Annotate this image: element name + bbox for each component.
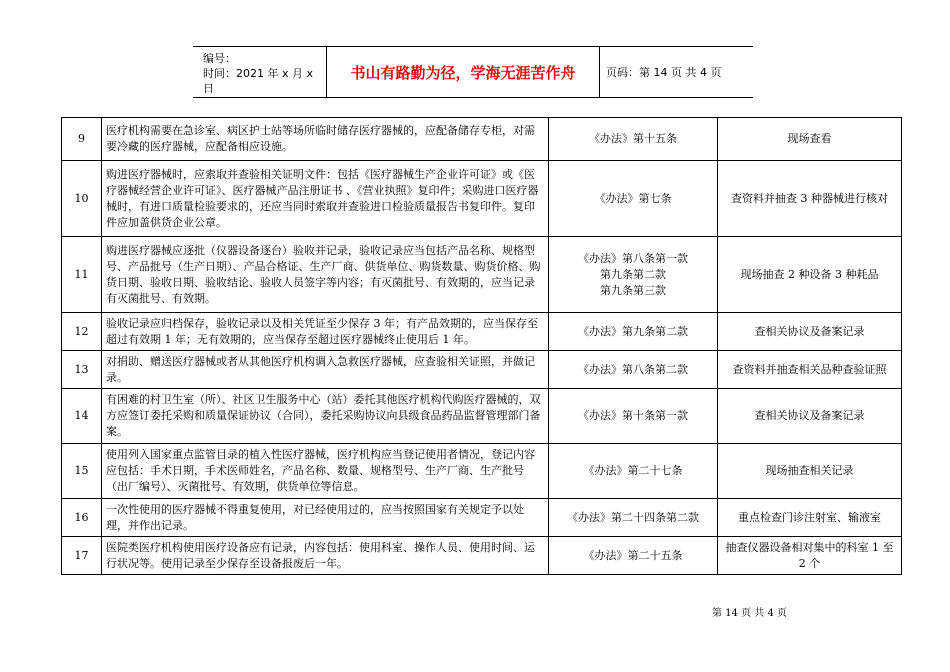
row-number: 9	[62, 118, 102, 161]
table-row	[62, 537, 902, 575]
requirement-cell: 购进医疗器械时，应索取并查验相关证明文件：包括《医疗器械生产企业许可证》或《医疗器械经营企业许可证》、医疗器械产品注册证书 、《营业执照》复印件；采购进口医疗器械时，有进口质量检验要求的，还应当同时索取并查验进口检验质量报告书复印件。复印件应加盖供货企业公章。	[102, 161, 549, 237]
motto: 书山有路勤为径，学海无涯苦作舟	[327, 47, 600, 97]
table-row	[62, 313, 902, 351]
method-cell: 现场抽查 2 种设备 3 种耗品	[718, 237, 902, 313]
basis-cell: 《办法》第十五条	[549, 118, 718, 161]
row-number: 10	[62, 161, 102, 237]
basis-cell: 《办法》第八条第二款	[549, 351, 718, 389]
method-cell: 重点检查门诊注射室、输液室	[718, 499, 902, 537]
requirement-cell: 使用列入国家重点监管目录的植入性医疗器械，医疗机构应当登记使用者情况，登记内容应包括：手术日期，手术医师姓名，产品名称、数量、规格型号、生产厂商、生产批号（出厂编号）、灭菌批号、有效期，供货单位等信息。	[102, 444, 549, 499]
basis-cell: 《办法》第二十七条	[549, 444, 718, 499]
requirement-cell: 对捐助、赠送医疗器械或者从其他医疗机构调入急救医疗器械，应查验相关证照，并做记录。	[102, 351, 549, 389]
basis-cell: 《办法》第七条	[549, 161, 718, 237]
page-footer: 第 14 页 共 4 页	[712, 608, 787, 619]
table-row	[62, 499, 902, 537]
row-number: 13	[62, 351, 102, 389]
method-cell: 现场抽查相关记录	[718, 444, 902, 499]
requirement-cell: 有困难的村卫生室（所）、社区卫生服务中心（站）委托其他医疗机构代购医疗器械的，双方应签订委托采购和质量保证协议（合同），委托采购协议向县级食品药品监督管理部门备案。	[102, 389, 549, 444]
requirement-cell: 医院类医疗机构使用医疗设备应有记录，内容包括：使用科室、操作人员、使用时间、运行状况等。使用记录至少保存至设备报废后一年。	[102, 537, 549, 575]
method-cell: 查资料并抽查 3 种器械进行核对	[718, 161, 902, 237]
table-row	[62, 389, 902, 444]
method-cell: 查资料并抽查相关品种查验证照	[718, 351, 902, 389]
row-number: 11	[62, 237, 102, 313]
row-number: 16	[62, 499, 102, 537]
table-row	[62, 161, 902, 237]
header-info	[193, 47, 327, 97]
table-row	[62, 118, 902, 161]
requirement-cell: 验收记录应归档保存，验收记录以及相关凭证至少保存 3 年；有产品效期的，应当保存至超过有效期 1 年；无有效期的，应当保存至超过医疗器械终止使用后 1 年。	[102, 313, 549, 351]
row-number: 15	[62, 444, 102, 499]
basis-cell: 《办法》第二十五条	[549, 537, 718, 575]
table-row	[62, 351, 902, 389]
method-cell: 查相关协议及备案记录	[718, 313, 902, 351]
number-label: 编号：	[203, 52, 236, 65]
basis-cell: 《办法》第八条第一款 第九条第二款 第九条第三款	[549, 237, 718, 313]
basis-cell: 《办法》第九条第二款	[549, 313, 718, 351]
row-number: 14	[62, 389, 102, 444]
row-number: 17	[62, 537, 102, 575]
page-label: 页码：第 14 页 共 4 页	[606, 66, 722, 79]
date-label: 时间：2021 年 x 月 x 日	[203, 67, 313, 95]
regulation-table	[61, 117, 902, 575]
requirement-cell: 购进医疗器械应逐批（仪器设备逐台）验收并记录，验收记录应当包括产品名称、规格型号、产品批号（生产日期）、产品合格证、生产厂商、供货单位、购货数量、购货价格、购货日期、验收日期、验收结论、验收人员签字等内容；有灭菌批号、有效期的，应当记录有灭菌批号、有效期。	[102, 237, 549, 313]
table-row	[62, 444, 902, 499]
page-header	[193, 46, 753, 98]
basis-cell: 《办法》第二十四条第二款	[549, 499, 718, 537]
requirement-cell: 医疗机构需要在急诊室、病区护士站等场所临时储存医疗器械的，应配备储存专柜，对需要冷藏的医疗器械，应配备相应设施。	[102, 118, 549, 161]
table-row	[62, 237, 902, 313]
row-number: 12	[62, 313, 102, 351]
method-cell: 查相关协议及备案记录	[718, 389, 902, 444]
basis-cell: 《办法》第十条第一款	[549, 389, 718, 444]
method-cell: 抽查仪器设备相对集中的科室 1 至 2 个	[718, 537, 902, 575]
method-cell: 现场查看	[718, 118, 902, 161]
requirement-cell: 一次性使用的医疗器械不得重复使用，对已经使用过的，应当按照国家有关规定予以处理，并作出记录。	[102, 499, 549, 537]
